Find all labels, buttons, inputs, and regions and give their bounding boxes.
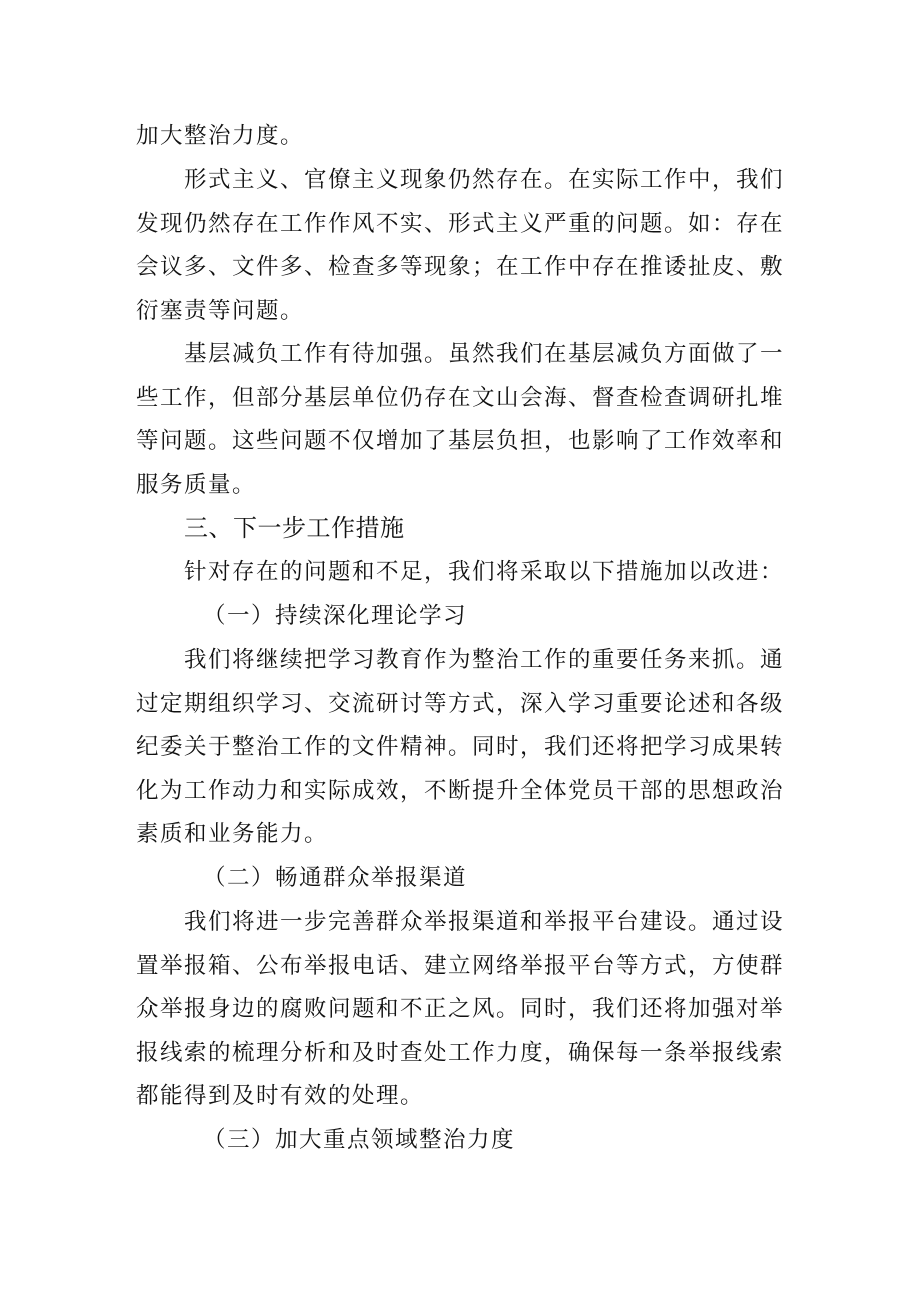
subheading-theory-study: （一）持续深化理论学习 <box>203 603 468 629</box>
paragraph-study: 我们将继续把学习教育作为整治工作的重要任务来抓。通过定期组织学习、交流研讨等方式，深入学习重要论述和各级纪委关于整治工作的文件精神。同时，我们还将把学习成果转化为工作动力和实际成效，不断提升全体党员干部的思想政治素质和业务能力。 <box>136 647 785 847</box>
paragraph-intro: 针对存在的问题和不足，我们将采取以下措施加以改进： <box>184 559 785 585</box>
paragraph-grassroots-burden: 基层减负工作有待加强。虽然我们在基层减负方面做了一些工作，但部分基层单位仍存在文山会海、督查检查调研扎堆等问题。这些问题不仅增加了基层负担，也影响了工作效率和服务质量。 <box>136 341 785 498</box>
paragraph-reporting: 我们将进一步完善群众举报渠道和举报平台建设。通过设置举报箱、公布举报电话、建立网络举报平台等方式，方使群众举报身边的腐败问题和不正之风。同时，我们还将加强对举报线索的梳理分析和及时查处工作力度，确保每一条举报线索都能得到及时有效的处理。 <box>136 909 785 1109</box>
paragraph-continued: 加大整治力度。 <box>136 123 305 149</box>
section-heading-next-steps: 三、下一步工作措施 <box>184 514 405 542</box>
subheading-key-areas: （三）加大重点领域整治力度 <box>203 1127 516 1153</box>
paragraph-formalism: 形式主义、官僚主义现象仍然存在。在实际工作中，我们发现仍然存在工作作风不实、形式主义严重的问题。如：存在会议多、文件多、检查多等现象；在工作中存在推诿扯皮、敷衍塞责等问题。 <box>136 167 785 324</box>
subheading-reporting-channels: （二）畅通群众举报渠道 <box>203 865 468 891</box>
